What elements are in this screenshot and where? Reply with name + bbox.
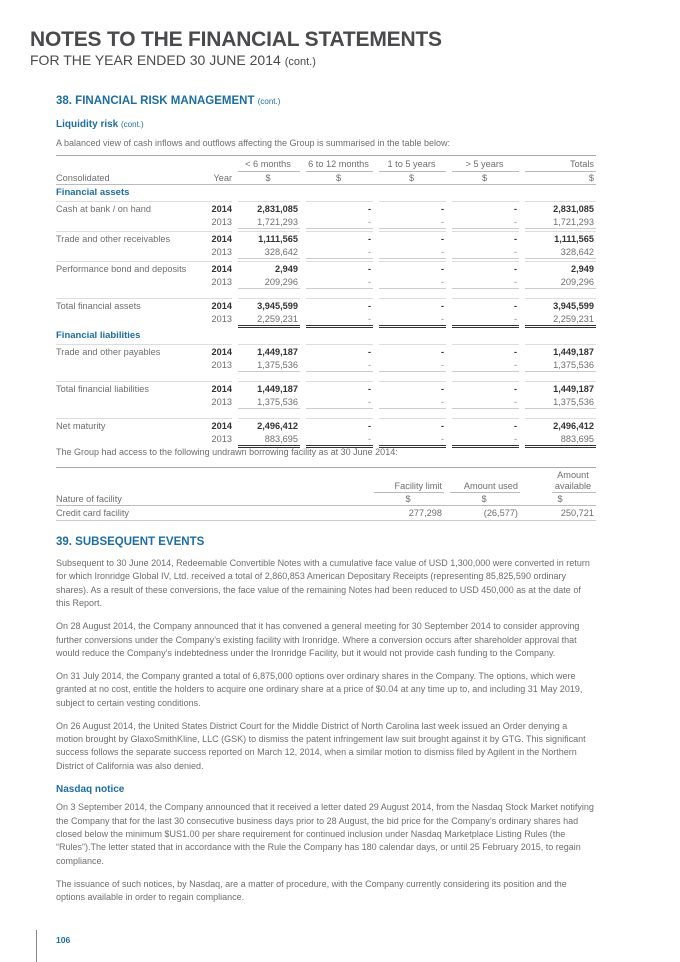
value-2013: -: [440, 276, 444, 287]
page-subtitle: [30, 52, 316, 68]
value-2014: -: [513, 347, 517, 357]
value-cell: [238, 231, 300, 259]
value-2014: -: [440, 301, 444, 311]
value-2013: -: [513, 433, 517, 444]
page-margin-line: [36, 930, 37, 962]
year: 2014: [211, 384, 232, 394]
value-2014: -: [440, 264, 444, 274]
year: 2013: [211, 216, 232, 227]
unit: $: [588, 172, 594, 183]
year: 2014: [211, 301, 232, 311]
spacer: [56, 289, 596, 296]
value-2014: 1,111,565: [258, 234, 298, 244]
value-cell: [452, 298, 519, 328]
nasdaq-heading: Nasdaq notice: [56, 783, 125, 795]
unit: $: [481, 172, 488, 183]
spacer: [56, 409, 596, 416]
year: 2013: [211, 276, 232, 287]
facility-intro: The Group had access to the following undrawn borrowing facility as at 30 June 2014:: [56, 447, 398, 457]
unit: $: [408, 172, 415, 183]
row-label: Total financial assets: [56, 298, 206, 328]
table-row: [56, 201, 596, 229]
heading-cont: (cont.): [257, 97, 281, 106]
value-2014: -: [513, 234, 517, 244]
value-cell: [379, 381, 446, 409]
value-2014: 1,449,187: [553, 347, 594, 357]
col-label: Nature of facility: [56, 494, 122, 504]
value-2013: 1,721,293: [257, 216, 298, 227]
value-2013: 1,375,536: [553, 359, 594, 370]
note-39-body: [56, 557, 596, 914]
year: 2013: [211, 359, 232, 370]
value-cell: [525, 201, 596, 229]
col-header: Amount available: [552, 468, 596, 493]
value-2013: -: [440, 396, 444, 407]
value-2013: -: [513, 313, 517, 324]
value-2013: -: [367, 359, 371, 370]
facility-units-row: [56, 493, 596, 506]
value-cell: [238, 344, 300, 372]
value-2014: -: [513, 301, 517, 311]
value-2014: -: [367, 204, 371, 214]
value-cell: [306, 231, 373, 259]
col-header: 1 to 5 years: [379, 156, 446, 172]
value-2014: 2,949: [571, 264, 594, 274]
value-cell: [525, 261, 596, 289]
paragraph: On 3 September 2014, the Company announced that it received a letter dated 29 August 2014, from the Nasdaq Stock Market notifying the Company that for the last 30 consecutive business days prior to 28 August, the bid price for the Company’s ordinary shares had closed below the minimum $US1.00 per share requirement for continued inclusion under Nasdaq Marketplace Listing Rules (the “Rules”).The letter stated that in accordance with the Rule the Company has 180 calendar days, or until 25 February 2015, to regain compliance.: [56, 802, 594, 866]
value-2013: 1,375,536: [553, 396, 594, 407]
value-2014: 2,496,412: [553, 421, 594, 431]
value-2013: 328,642: [264, 246, 298, 257]
table-row: [56, 344, 596, 372]
year: 2014: [211, 347, 232, 357]
value-cell: [379, 344, 446, 372]
value-2014: -: [440, 384, 444, 394]
col-header: Totals: [525, 156, 596, 172]
table-row: [56, 381, 596, 409]
table-header-row: [56, 156, 596, 172]
value-cell: [452, 261, 519, 289]
paragraph: On 31 July 2014, the Company granted a total of 6,875,000 options over ordinary shares in the Company. The options, which were granted at no cost, entitle the holders to acquire one ordinary share at a price of $0.04 at any time up to, and including 31 May 2019, subject to certain vesting conditions.: [56, 670, 583, 708]
table-row: [56, 231, 596, 259]
value-2014: -: [440, 204, 444, 214]
value-2013: 209,296: [264, 276, 298, 287]
unit: $: [335, 172, 342, 183]
value-2013: 883,695: [264, 433, 298, 444]
value-cell: [525, 418, 596, 448]
amount-used: (26,577): [483, 508, 518, 518]
subtitle-text: FOR THE YEAR ENDED 30 JUNE 2014: [30, 52, 281, 68]
value-cell: [525, 231, 596, 259]
year: 2013: [211, 313, 232, 324]
value-cell: [379, 418, 446, 448]
value-2014: 2,831,085: [553, 204, 594, 214]
section-heading: Financial liabilities: [56, 330, 141, 341]
year: 2013: [211, 396, 232, 407]
value-cell: [379, 298, 446, 328]
value-2013: 1,375,536: [257, 359, 298, 370]
value-2014: 1,449,187: [553, 384, 594, 394]
value-2014: -: [367, 234, 371, 244]
note-39-heading: 39. SUBSEQUENT EVENTS: [56, 536, 205, 548]
value-cell: [238, 201, 300, 229]
facility-table: [56, 467, 596, 521]
col-header: > 5 years: [452, 156, 519, 172]
value-cell: [379, 231, 446, 259]
spacer: [56, 372, 596, 379]
value-cell: [379, 261, 446, 289]
unit: $: [405, 494, 411, 504]
value-cell: [379, 201, 446, 229]
value-2014: 2,831,085: [257, 204, 298, 214]
paragraph: On 26 August 2014, the United States District Court for the Middle District of North Carolina last week issued an Order denying a motion brought by GlaxoSmithKline, LLC (GSK) to dismiss the patent infringement law suit brought against it by GTG. This significant success follows the separate success reported on March 12, 2014, when a similar motion to dismiss filed by Agilent in the Northern District of California was also denied.: [56, 720, 586, 771]
liquidity-table: [56, 155, 596, 448]
value-2013: -: [367, 246, 371, 257]
value-2013: 883,695: [560, 433, 594, 444]
unit: $: [265, 172, 271, 183]
value-2014: 3,945,599: [257, 301, 298, 311]
value-cell: [525, 298, 596, 328]
value-2014: 1,111,565: [554, 234, 594, 244]
value-2013: -: [367, 216, 371, 227]
value-2013: -: [440, 433, 444, 444]
note-38-heading: [56, 95, 280, 107]
col-header: 6 to 12 months: [306, 156, 373, 172]
row-label: Credit card facility: [56, 508, 130, 518]
year: 2014: [211, 234, 232, 244]
value-2013: 328,642: [560, 246, 594, 257]
row-label: Cash at bank / on hand: [56, 201, 206, 229]
value-2014: -: [440, 421, 444, 431]
value-2014: -: [440, 347, 444, 357]
value-2014: 2,496,412: [257, 421, 298, 431]
value-2013: -: [513, 246, 517, 257]
value-2013: 209,296: [560, 276, 594, 287]
year-cell: [206, 418, 232, 448]
value-2013: -: [440, 246, 444, 257]
value-2013: -: [513, 359, 517, 370]
value-2014: -: [513, 204, 517, 214]
value-2013: 2,259,231: [257, 313, 298, 324]
table-row: [56, 298, 596, 328]
subtitle-cont: (cont.): [284, 56, 316, 68]
table-units-row: [56, 172, 596, 186]
value-2014: -: [367, 384, 371, 394]
col-header: Facility limit: [374, 480, 444, 493]
value-2013: 1,721,293: [553, 216, 594, 227]
paragraph: On 28 August 2014, the Company announced that it has convened a general meeting for 30 September 2014 to consider approving further conversions under the Company’s existing facility with Ironridge. Where a conversion occurs after shareholder approval that would reduce the Company’s indebtedness under the Ironridge Facility, but it would not provide cash funding to the Company.: [56, 621, 580, 658]
value-cell: [452, 344, 519, 372]
row-label: Net maturity: [56, 418, 206, 448]
unit: $: [557, 494, 563, 504]
value-cell: [525, 381, 596, 409]
spacer: [56, 156, 206, 172]
value-2013: -: [367, 313, 371, 324]
value-2014: -: [367, 421, 371, 431]
paragraph: The issuance of such notices, by Nasdaq, are a matter of procedure, with the Company currently considering its position and the options available in order to regain compliance.: [56, 878, 567, 903]
value-cell: [452, 381, 519, 409]
amount-available: 250,721: [560, 508, 594, 518]
value-cell: [238, 418, 300, 448]
year: 2013: [211, 246, 232, 257]
col-header: < 6 months: [238, 156, 300, 172]
value-2013: 2,259,231: [553, 313, 594, 324]
year: 2014: [211, 264, 232, 274]
value-2013: -: [440, 313, 444, 324]
value-cell: [306, 201, 373, 229]
heading-text: 38. FINANCIAL RISK MANAGEMENT: [56, 95, 255, 107]
value-cell: [306, 381, 373, 409]
year-cell: [206, 261, 232, 289]
value-2013: -: [440, 359, 444, 370]
value-2013: -: [513, 216, 517, 227]
year: 2014: [211, 204, 232, 214]
value-cell: [452, 231, 519, 259]
paragraph: Subsequent to 30 June 2014, Redeemable Convertible Notes with a cumulative face value of USD 1,300,000 were converted in return for which Ironridge Global IV, Ltd. received a total of 2,860,853 American Depositary Receipts (representing 85,825,590 ordinary shares). As a result of these conversions, the face value of the remaining Notes had been reduced to USD 450,000 as at the date of this Report.: [56, 558, 590, 609]
table-row: [56, 261, 596, 289]
value-2013: -: [513, 276, 517, 287]
row-label: Total financial liabilities: [56, 381, 206, 409]
page-number: 106: [56, 935, 71, 945]
value-2014: -: [367, 347, 371, 357]
value-2014: 1,449,187: [257, 347, 298, 357]
row-label: Trade and other receivables: [56, 231, 206, 259]
value-2014: -: [513, 421, 517, 431]
value-2013: -: [367, 396, 371, 407]
value-cell: [306, 344, 373, 372]
value-2014: -: [513, 384, 517, 394]
table-intro: A balanced view of cash inflows and outflows affecting the Group is summarised in the table below:: [56, 138, 451, 148]
year: 2013: [211, 433, 232, 444]
year-cell: [206, 201, 232, 229]
year-cell: [206, 344, 232, 372]
value-2013: -: [513, 396, 517, 407]
value-2013: 1,375,536: [257, 396, 298, 407]
col-header: Amount used: [450, 480, 520, 493]
value-cell: [306, 298, 373, 328]
value-cell: [238, 381, 300, 409]
col-label: Consolidated: [56, 172, 110, 183]
row-label: Performance bond and deposits: [56, 261, 206, 289]
value-2014: -: [440, 234, 444, 244]
subheading-text: Liquidity risk: [56, 119, 119, 130]
section-heading: Financial assets: [56, 187, 130, 198]
value-2014: 3,945,599: [553, 301, 594, 311]
value-2014: -: [513, 264, 517, 274]
value-cell: [452, 418, 519, 448]
year: 2014: [211, 421, 232, 431]
value-2014: -: [367, 301, 371, 311]
value-cell: [238, 298, 300, 328]
value-cell: [306, 261, 373, 289]
value-2014: 1,449,187: [257, 384, 298, 394]
value-2013: -: [367, 433, 371, 444]
facility-header-row: [56, 468, 596, 493]
year-cell: [206, 231, 232, 259]
value-cell: [238, 261, 300, 289]
subheading-cont: (cont.): [121, 120, 144, 129]
facility-limit: 277,298: [408, 508, 442, 518]
value-cell: [306, 418, 373, 448]
year-cell: [206, 381, 232, 409]
value-cell: [452, 201, 519, 229]
spacer: [206, 156, 232, 172]
year-cell: [206, 298, 232, 328]
value-cell: [525, 344, 596, 372]
value-2014: 2,949: [275, 264, 298, 274]
table-row: [56, 418, 596, 448]
col-year: Year: [213, 172, 232, 183]
row-label: Trade and other payables: [56, 344, 206, 372]
value-2013: -: [367, 276, 371, 287]
value-2014: -: [367, 264, 371, 274]
page-title: NOTES TO THE FINANCIAL STATEMENTS: [30, 28, 442, 51]
unit: $: [481, 494, 487, 504]
value-2013: -: [440, 216, 444, 227]
liquidity-risk-heading: [56, 119, 144, 130]
facility-row: [56, 506, 596, 521]
